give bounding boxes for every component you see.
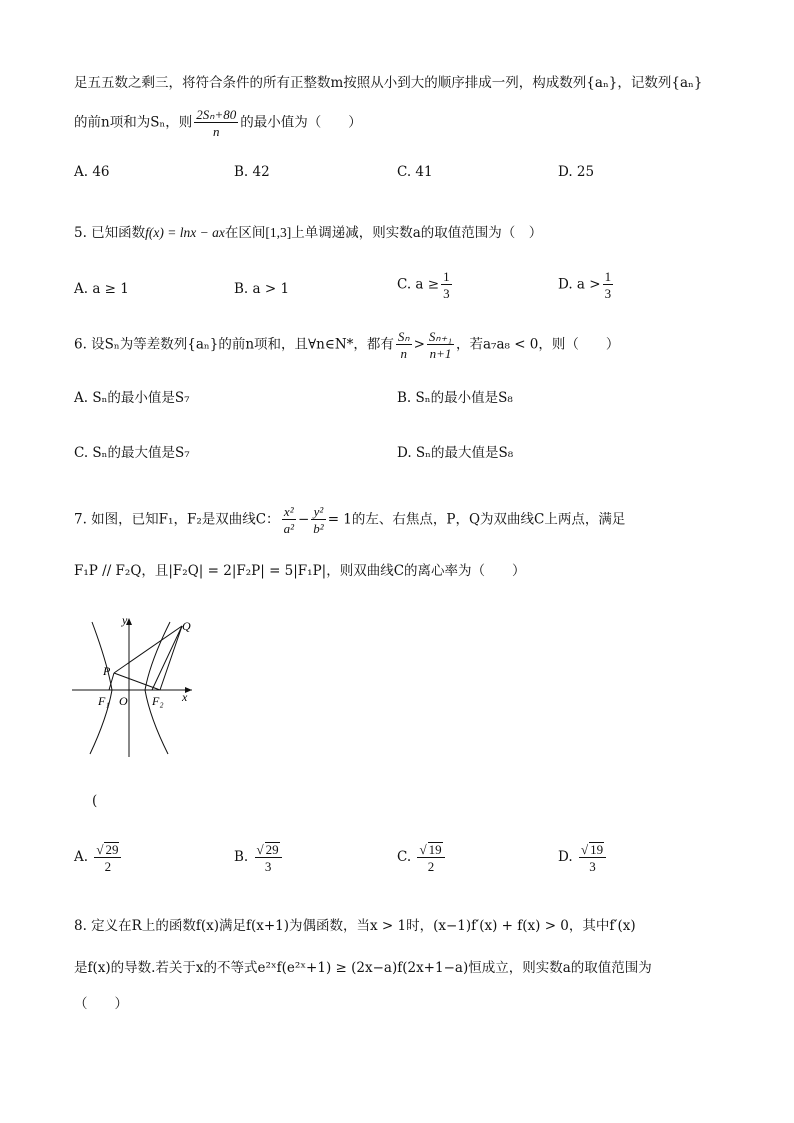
q4-option-c[interactable]: C. 41 xyxy=(397,164,433,180)
hyperbola-right-branch xyxy=(145,622,170,754)
q5-option-c-fraction: $\frac{1}{3}$ xyxy=(443,269,450,301)
q6-option-d[interactable]: D. Sₙ的最大值是S₈ xyxy=(397,445,514,461)
q4-line1: 足五五数之剩三，将符合条件的所有正整数m按照从小到大的顺序排成一列，构成数列{aₙ}，记数列{aₙ} xyxy=(74,75,703,91)
q8-line1: 8. 定义在R上的函数f(x)满足f(x+1)为偶函数，当x > 1时，(x−1)f′(x) + f(x) > 0，其中f′(x) xyxy=(74,918,636,934)
q7-option-b[interactable]: B. $\frac{√ 29}{3}$ xyxy=(234,842,284,873)
segment-pq xyxy=(114,626,182,673)
q4-option-b[interactable]: B. 42 xyxy=(234,164,270,180)
q8-line2: 是f(x)的导数.若关于x的不等式e²ˣf(e²ˣ+1) ≥ (2x−a)f(2x+1−a)恒成立，则实数a的取值范围为 xyxy=(74,960,652,976)
segment-q-vertex xyxy=(152,626,182,690)
label-y: y xyxy=(122,613,128,627)
q7-stem: 7. 如图，已知F₁，F₂是双曲线C： $\frac{\text{x²}}{\text{a²}}$ − $\frac{\text{y²}}{\text{b²}}$ = 1的左、右焦点，P，Q为双曲线C上两点，满足 xyxy=(74,504,626,536)
q5-option-d-fraction: $\frac{1}{3}$ xyxy=(604,269,612,301)
q6-option-b[interactable]: B. Sₙ的最小值是S₈ xyxy=(397,390,513,406)
hyperbola-figure xyxy=(72,612,212,762)
q6-stem: 6. 设Sₙ为等差数列{aₙ}的前n项和，且∀n∈N*，都有 $\frac{\text{Sₙ}}{n}$ > $\frac{\text{Sₙ₊₁}}{n+1}$ ，若a₇a₈ < 0，则（ ） xyxy=(74,329,620,361)
q5-stem: 5. 已知函数f(x) = lnx − ax在区间[1,3]上单调递减，则实数a的取值范围为（ ） xyxy=(74,225,543,241)
q8-line3: （ ） xyxy=(74,996,128,1012)
q7-line2: F₁P // F₂Q，且|F₂Q| = 2|F₂P| = 5|F₁P|，则双曲线C的离心率为（ ） xyxy=(74,563,526,579)
label-f2: F₂ xyxy=(152,694,164,708)
q5-option-c[interactable]: C. a ≥ $\frac{1}{3}$ xyxy=(397,269,450,301)
q6-option-c[interactable]: C. Sₙ的最大值是S₇ xyxy=(74,445,190,461)
q4-option-d[interactable]: D. 25 xyxy=(558,164,595,180)
q7-option-a-value: $\frac{√ 29}{2}$ xyxy=(94,842,121,873)
q5-option-a[interactable]: A. a ≥ 1 xyxy=(74,281,129,297)
q4-option-a[interactable]: A. 46 xyxy=(74,164,110,180)
q7-option-c[interactable]: C. $\frac{√ 19}{2}$ xyxy=(397,842,447,873)
q7-option-d-value: $\frac{√ 19}{3}$ xyxy=(579,842,606,873)
label-p: P xyxy=(103,664,111,678)
q6-fraction-2: $\frac{\text{Sₙ₊₁}}{n+1}$ xyxy=(428,329,452,361)
label-x: x xyxy=(182,690,188,704)
label-o: O xyxy=(119,694,128,708)
q6-option-a[interactable]: A. Sₙ的最小值是S₇ xyxy=(74,390,190,406)
q7-fraction-x: $\frac{\text{x²}}{\text{a²}}$ xyxy=(283,504,294,536)
q5-option-d[interactable]: D. a > $\frac{1}{3}$ xyxy=(558,269,612,301)
q7-option-b-value: $\frac{√ 29}{3}$ xyxy=(255,842,282,873)
q4-fraction: $\frac{\text{2Sₙ+80}}{n}$ xyxy=(196,107,237,139)
q7-option-d[interactable]: D. $\frac{√ 19}{3}$ xyxy=(558,842,608,873)
q7-fraction-y: $\frac{\text{y²}}{\text{b²}}$ xyxy=(313,504,324,536)
label-f1: F₁ xyxy=(98,694,110,708)
q7-option-c-value: $\frac{√ 19}{2}$ xyxy=(417,842,444,873)
q6-fraction-1: $\frac{\text{Sₙ}}{n}$ xyxy=(397,329,410,361)
q4-line2: 的前n项和为Sₙ，则 $\frac{\text{2Sₙ+80}}{n}$ 的最小值为（ ） xyxy=(74,107,362,139)
label-q: Q xyxy=(182,619,191,633)
stray-paren: ( xyxy=(92,793,98,809)
q5-option-b[interactable]: B. a > 1 xyxy=(234,281,290,297)
hyperbola-left-branch xyxy=(90,622,112,754)
q7-option-a[interactable]: A. $\frac{√ 29}{2}$ xyxy=(74,842,123,873)
